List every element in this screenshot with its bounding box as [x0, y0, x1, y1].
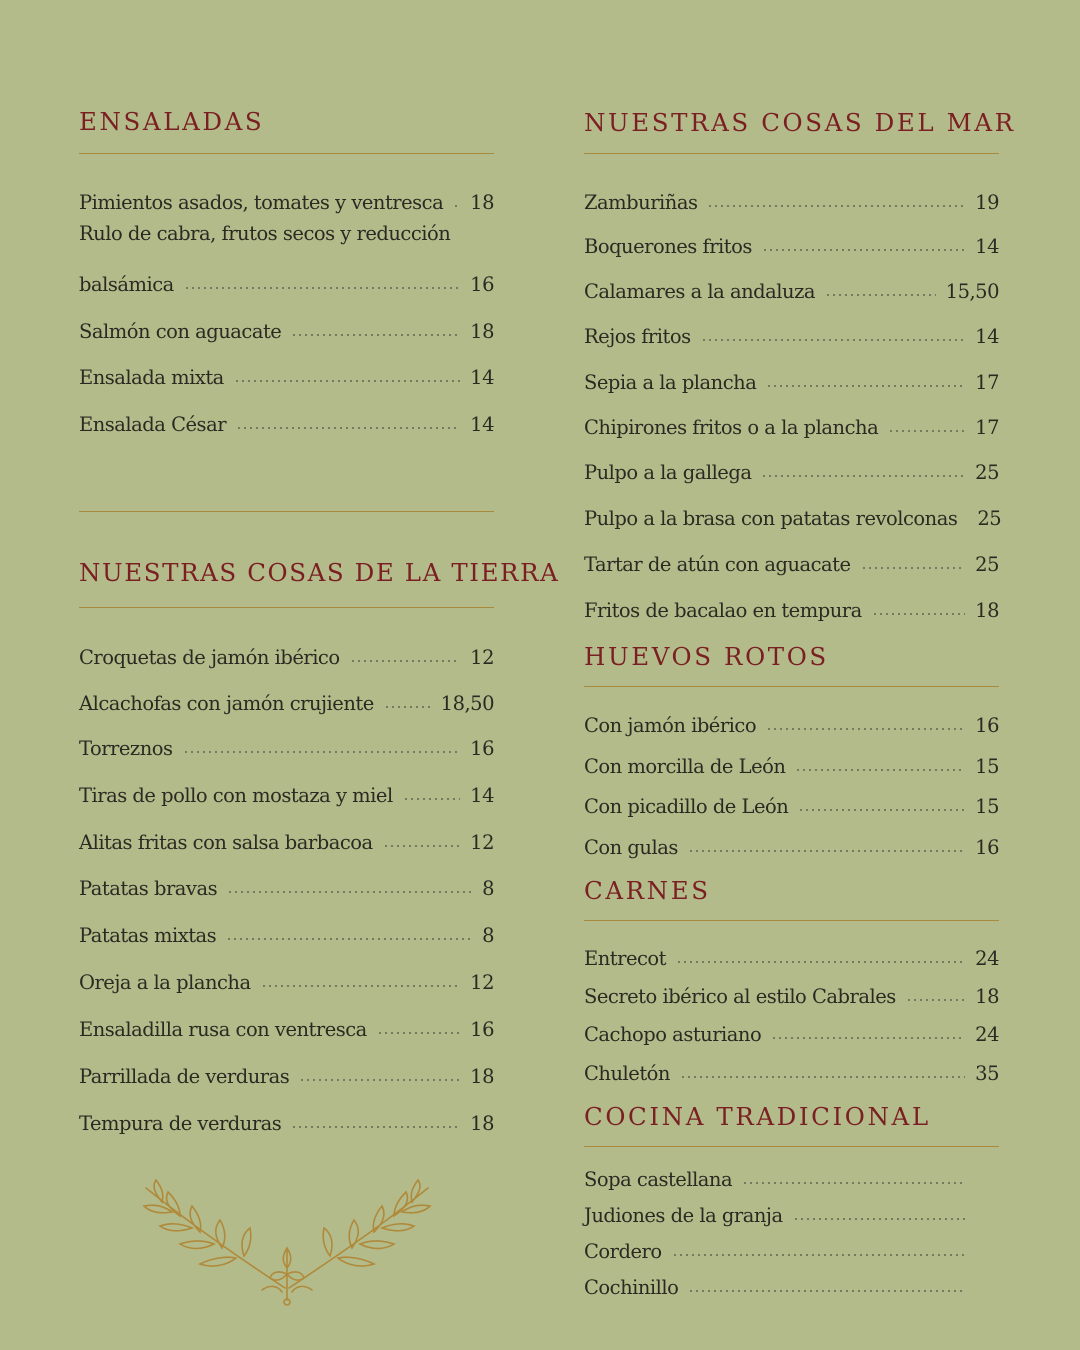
item-name: Oreja a la plancha — [79, 970, 251, 994]
dot-leader — [383, 844, 461, 848]
item-name: Cachopo asturiano — [584, 1022, 762, 1046]
dot-leader — [184, 286, 460, 290]
item-price: 16 — [470, 1017, 494, 1041]
dot-leader — [906, 998, 965, 1002]
item-name: Zamburiñas — [584, 190, 698, 214]
section-title: ENSALADAS — [79, 107, 265, 136]
item-price: 18,50 — [440, 691, 494, 715]
item-name: Parrillada de verduras — [79, 1064, 290, 1088]
item-price: 35 — [975, 1061, 999, 1085]
item-price: 17 — [975, 370, 999, 394]
item-name: Salmón con aguacate — [79, 319, 282, 343]
item-price: 15 — [975, 754, 999, 778]
dot-leader — [403, 797, 460, 801]
item-price: 16 — [975, 835, 999, 859]
dot-leader — [384, 705, 431, 709]
item-name: Pulpo a la brasa con patatas revolconas — [584, 506, 958, 530]
dot-leader — [771, 1036, 965, 1040]
item-name: Con jamón ibérico — [584, 713, 757, 737]
dot-leader — [183, 750, 461, 754]
dot-leader — [299, 1078, 460, 1082]
item-name: Pulpo a la gallega — [584, 460, 752, 484]
item-name: Tempura de verduras — [79, 1111, 282, 1135]
item-name: Con picadillo de León — [584, 794, 789, 818]
item-name: Croquetas de jamón ibérico — [79, 645, 340, 669]
section-divider — [584, 920, 999, 921]
item-price: 25 — [975, 552, 999, 576]
item-price: 17 — [975, 415, 999, 439]
dot-leader — [766, 384, 965, 388]
item-name: Patatas mixtas — [79, 923, 217, 947]
section-title: COCINA TRADICIONAL — [584, 1102, 931, 1131]
item-price: 18 — [470, 319, 494, 343]
item-name: Sepia a la plancha — [584, 370, 757, 394]
item-name: Secreto ibérico al estilo Cabrales — [584, 984, 896, 1008]
item-price: 25 — [977, 506, 1002, 530]
item-name: Cochinillo — [584, 1275, 679, 1299]
item-name: Con morcilla de León — [584, 754, 786, 778]
dot-leader — [707, 204, 965, 208]
item-name: Ensalada mixta — [79, 365, 224, 389]
dot-leader — [825, 293, 936, 297]
dot-leader — [234, 379, 460, 383]
section-title: NUESTRAS COSAS DEL MAR — [584, 108, 1016, 137]
dot-leader — [291, 333, 460, 337]
item-name: Entrecot — [584, 946, 666, 970]
item-price: 16 — [470, 736, 494, 760]
dot-leader — [766, 727, 965, 731]
section-divider — [79, 607, 494, 608]
item-price: 19 — [975, 190, 999, 214]
item-name: Chuletón — [584, 1061, 670, 1085]
item-name: Boquerones fritos — [584, 234, 752, 258]
item-name: Patatas bravas — [79, 876, 218, 900]
item-price: 18 — [975, 598, 999, 622]
item-price: 16 — [975, 713, 999, 737]
item-price: 18 — [470, 190, 494, 214]
item-price: 8 — [482, 876, 494, 900]
dot-leader — [672, 1253, 966, 1257]
dot-leader — [688, 1289, 966, 1293]
item-name: Torreznos — [79, 736, 173, 760]
dot-leader — [350, 659, 461, 663]
section-divider — [584, 153, 999, 154]
item-price: 24 — [975, 946, 999, 970]
item-price: 12 — [470, 645, 494, 669]
item-name: Alitas fritas con salsa barbacoa — [79, 830, 373, 854]
item-name: Pimientos asados, tomates y ventresca — [79, 190, 444, 214]
item-name: Chipirones fritos o a la plancha — [584, 415, 879, 439]
item-name: Ensaladilla rusa con ventresca — [79, 1017, 367, 1041]
dot-leader — [453, 204, 460, 208]
item-price: 15,50 — [945, 279, 999, 303]
dot-leader — [872, 612, 965, 616]
section-divider — [79, 511, 494, 512]
dot-leader — [688, 849, 965, 853]
item-name: Ensalada César — [79, 412, 227, 436]
dot-leader — [798, 808, 965, 812]
dot-leader — [261, 984, 461, 988]
item-price: 15 — [975, 794, 999, 818]
item-name: Judiones de la granja — [584, 1203, 783, 1227]
item-name: Sopa castellana — [584, 1167, 733, 1191]
item-price: 24 — [975, 1022, 999, 1046]
item-price: 14 — [470, 783, 494, 807]
item-price: 8 — [482, 923, 494, 947]
section-title: CARNES — [584, 876, 711, 905]
dot-leader — [793, 1217, 966, 1221]
section-divider — [584, 1146, 999, 1147]
laurel-branches-icon — [132, 1178, 442, 1308]
section-divider — [79, 153, 494, 154]
item-price: 14 — [470, 365, 494, 389]
item-name: Rejos fritos — [584, 324, 691, 348]
item-name: Tiras de pollo con mostaza y miel — [79, 783, 393, 807]
section-title: NUESTRAS COSAS DE LA TIERRA — [79, 558, 560, 587]
item-price: 12 — [470, 970, 494, 994]
dot-leader — [861, 566, 966, 570]
item-price: 18 — [470, 1064, 494, 1088]
item-price: 18 — [470, 1111, 494, 1135]
dot-leader — [236, 426, 460, 430]
dot-leader — [742, 1181, 966, 1185]
dot-leader — [888, 429, 965, 433]
item-name: Tartar de atún con aguacate — [584, 552, 851, 576]
dot-leader — [701, 338, 966, 342]
section-title: HUEVOS ROTOS — [584, 642, 829, 671]
dot-leader — [377, 1031, 460, 1035]
item-price: 25 — [975, 460, 999, 484]
dot-leader — [762, 248, 965, 252]
dot-leader — [291, 1125, 460, 1129]
item-name-line1: Rulo de cabra, frutos secos y reducción — [79, 222, 451, 245]
dot-leader — [227, 890, 472, 894]
item-price: 18 — [975, 984, 999, 1008]
dot-leader — [761, 474, 965, 478]
dot-leader — [795, 768, 965, 772]
item-name: Cordero — [584, 1239, 662, 1263]
dot-leader — [680, 1075, 965, 1079]
item-price: 14 — [470, 412, 494, 436]
item-name: balsámica — [79, 272, 174, 296]
item-name: Calamares a la andaluza — [584, 279, 815, 303]
item-price: 12 — [470, 830, 494, 854]
item-name: Con gulas — [584, 835, 678, 859]
item-name: Fritos de bacalao en tempura — [584, 598, 862, 622]
item-price: 14 — [975, 234, 999, 258]
dot-leader — [226, 937, 472, 941]
item-price: 14 — [975, 324, 999, 348]
dot-leader — [676, 960, 965, 964]
item-name: Alcachofas con jamón crujiente — [79, 691, 374, 715]
section-divider — [584, 686, 999, 687]
item-price: 16 — [470, 272, 494, 296]
